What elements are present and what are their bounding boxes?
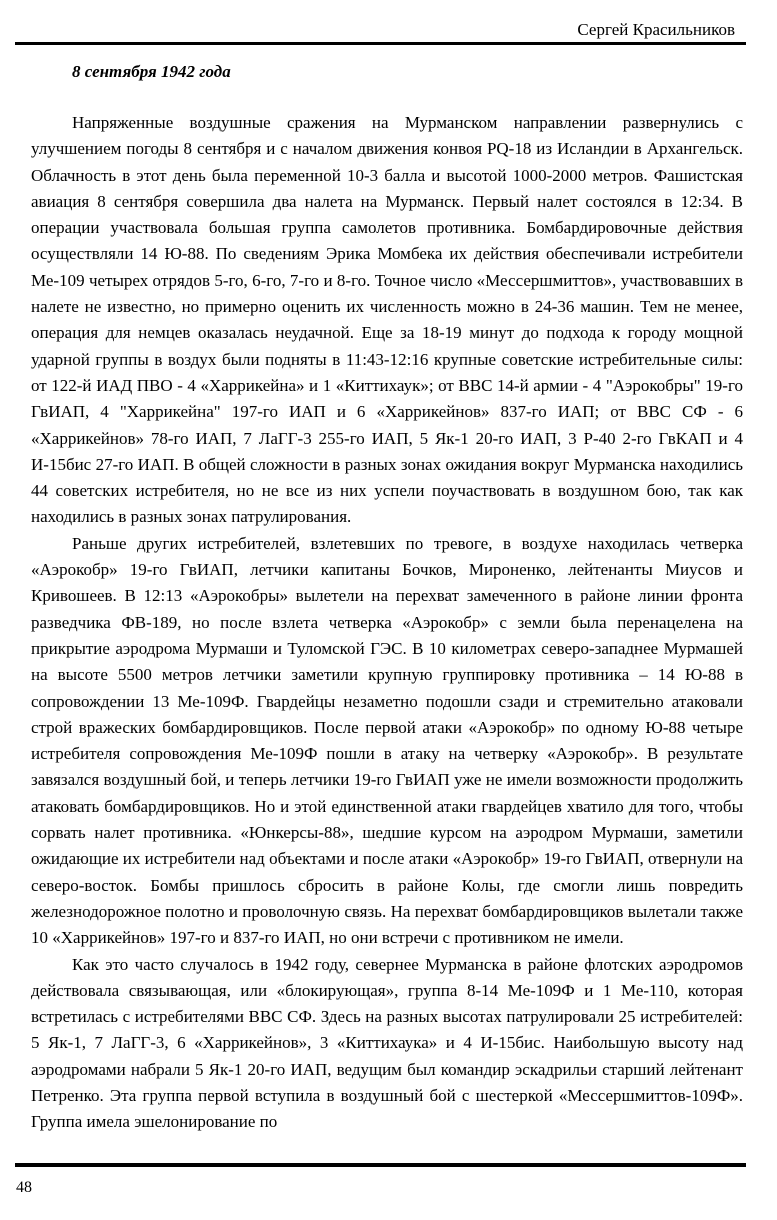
running-header-author: Сергей Красильников bbox=[577, 20, 735, 39]
paragraph-2: Раньше других истребителей, взлетевших по тревоге, в воздухе находилась четверка «Аэрокобр» 19-го ГвИАП, летчики капитаны Бочков, Мироненко, лейтенанты Миусов и Кривошеев. В 12:13 «Аэрокобры» вылетели на перехват замеченного в районе линии фронта разведчика ФВ-189, но после взлета четверка «Аэрокобр» с земли была перенацелена на прикрытие аэродрома Мурмаши и Туломской ГЭС. В 10 километрах северо-западнее Мурмашей на высоте 5500 метров летчики заметили крупную группировку противника – 14 Ю-88 в сопровождении 13 Ме-109Ф. Гвардейцы незаметно подошли сзади и стремительно атаковали строй вражеских бомбардировщиков. После первой атаки «Аэрокобр» по одному Ю-88 четыре истребителя сопровождения Ме-109Ф пошли в атаку на четверку «Аэрокобр». В результате завязался воздушный бой, и теперь летчики 19-го ГвИАП уже не имели возможности продолжить атаковать бомбардировщиков. Но и этой единственной атаки гвардейцев хватило для того, чтобы сорвать налет противника. «Юнкерсы-88», шедшие курсом на аэродром Мурмаши, заметили ожидающие их истребители над объектами и после атаки «Аэрокобр» 19-го ГвИАП, отвернули на северо-восток. Бомбы пришлось сбросить в районе Колы, где смогли лишь повредить железнодорожное полотно и проволочную связь. На перехват бомбардировщиков вылетали также 10 «Харрикейнов» 197-го и 837-го ИАП, но они встречи с противником не имели. bbox=[31, 533, 743, 948]
body-text bbox=[31, 110, 743, 1136]
footer-rule bbox=[15, 1163, 746, 1167]
paragraph-3: Как это часто случалось в 1942 году, севернее Мурманска в районе флотских аэродромов действовала связывающая, или «блокирующая», группа 8-14 Ме-109Ф и 1 Ме-110, которая встретилась с истребителями ВВС СФ. Здесь на разных высотах патрулировали 25 истребителей: 5 Як-1, 7 ЛаГГ-3, 6 «Харрикейнов», 3 «Киттихаука» и 4 И-15бис. Наибольшую высоту над аэродромами набрали 5 Як-1 20-го ИАП, ведущим был командир эскадрильи старший лейтенант Петренко. Эта группа первой вступила в воздушный бой с шестеркой «Мессершмиттов-109Ф». Группа имела эшелонирование по bbox=[31, 954, 743, 1132]
paragraph-1: Напряженные воздушные сражения на Мурманском направлении развернулись с улучшением погоды 8 сентября и с началом движения конвоя PQ-18 из Исландии в Архангельск. Облачность в этот день была переменной 10-3 балла и высотой 1000-2000 метров. Фашистская авиация 8 сентября совершила два налета на Мурманск. Первый налет состоялся в 12:34. В операции участвовала большая группа самолетов противника. Бомбардировочные действия осуществляли 14 Ю-88. По сведениям Эрика Момбека их действия обеспечивали истребители Ме-109 четырех отрядов 5-го, 6-го, 7-го и 8-го. Точное число «Мессершмиттов», участвовавших в налете не известно, но примерно оценить их численность можно в 24-36 машин. Тем не менее, операция для немцев оказалась неудачной. Еще за 18-19 минут до подхода к городу мощной ударной группы в воздух были подняты в 11:43-12:16 крупные советские истребительные силы: от 122-й ИАД ПВО - 4 «Харрикейна» и 1 «Киттихаук»; от ВВС 14-й армии - 4 "Аэрокобры" 19-го ГвИАП, 4 "Харрикейна" 197-го ИАП и 6 «Харрикейнов» 837-го ИАП; от ВВС СФ - 6 «Харрикейнов» 78-го ИАП, 7 ЛаГГ-3 255-го ИАП, 5 Як-1 20-го ИАП, 3 Р-40 2-го ГвКАП и 4 И-15бис 27-го ИАП. В общей сложности в разных зонах ожидания вокруг Мурманска находились 44 советских истребителя, но не все из них успели поучаствовать в воздушном бою, так как находились в разных зонах патрулирования. bbox=[31, 113, 743, 527]
page-number: 48 bbox=[16, 1179, 32, 1196]
header-rule bbox=[15, 42, 746, 45]
date-heading: 8 сентября 1942 года bbox=[72, 62, 231, 81]
